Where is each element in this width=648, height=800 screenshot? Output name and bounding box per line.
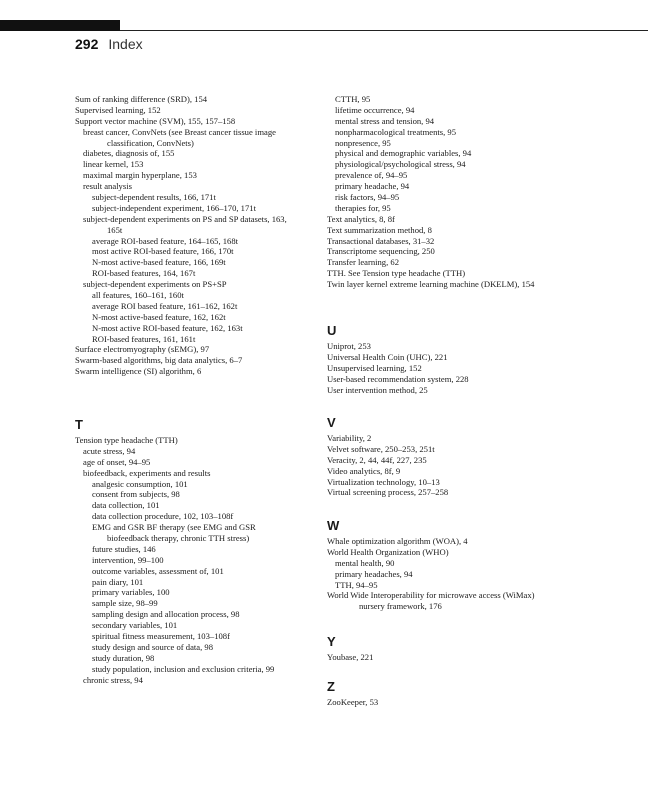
index-section-z [327, 680, 617, 708]
index-entry: Unsupervised learning, 152 [327, 362, 422, 373]
index-entry: lifetime occurrence, 94 [335, 104, 415, 115]
index-entry: mental health, 90 [335, 557, 395, 568]
index-entry: nonpharmacological treatments, 95 [335, 126, 456, 137]
section-letter-u: U [327, 323, 337, 338]
index-entry: chronic stress, 94 [83, 674, 143, 685]
index-entry: maximal margin hyperplane, 153 [83, 170, 197, 181]
index-entry: World Health Organization (WHO) [327, 546, 449, 557]
index-entry: sampling design and allocation process, 98 [92, 609, 240, 620]
index-entry: Youbase, 221 [327, 652, 374, 662]
index-entry: TTH. See Tension type headache (TTH) [327, 268, 466, 279]
index-entry: breast cancer, ConvNets (see Breast cancer tissue image [83, 126, 276, 137]
index-entry: average ROI based feature, 161–162, 162t [92, 300, 238, 311]
index-entry: data collection, 101 [92, 500, 160, 511]
index-entry: ROI-based features, 161, 161t [92, 333, 196, 344]
index-entry: pain diary, 101 [92, 576, 144, 587]
page-title: Index [108, 36, 143, 52]
index-entry: Transfer learning, 62 [327, 257, 399, 268]
index-section-w [327, 519, 617, 612]
index-entry: N-most active-based feature, 162, 162t [92, 311, 226, 322]
section-letter-w: W [327, 518, 340, 533]
index-entry: Swarm-based algorithms, big data analytics, 6–7 [75, 355, 243, 366]
index-entry: physical and demographic variables, 94 [335, 148, 472, 159]
index-block-t [75, 435, 365, 685]
index-entry: primary variables, 100 [92, 587, 170, 598]
index-entry: study duration, 98 [92, 652, 155, 663]
index-entry: nonpresence, 95 [335, 137, 391, 148]
index-entry: 165t [107, 224, 123, 235]
index-entry: Whale optimization algorithm (WOA), 4 [327, 536, 468, 546]
index-entry: diabetes, diagnosis of, 155 [83, 148, 175, 159]
index-entry: Surface electromyography (sEMG), 97 [75, 344, 210, 355]
index-entry: Text analytics, 8, 8f [327, 213, 395, 224]
index-section-y [327, 635, 617, 663]
index-entry: EMG and GSR BF therapy (see EMG and GSR [92, 522, 256, 533]
index-entry: World Wide Interoperability for microwave access (WiMax) [327, 590, 535, 601]
index-entry: acute stress, 94 [83, 445, 136, 456]
page-header [75, 36, 143, 52]
index-entry: all features, 160–161, 160t [92, 290, 184, 301]
index-entry: primary headaches, 94 [335, 568, 413, 579]
index-entry: Virtualization technology, 10–13 [327, 476, 440, 487]
index-entry: biofeedback therapy, chronic TTH stress) [107, 533, 250, 544]
page-number: 292 [75, 36, 99, 52]
index-entry: biofeedback, experiments and results [83, 467, 211, 478]
index-entry: data collection procedure, 102, 103–108f [92, 511, 234, 522]
index-entry: result analysis [83, 181, 132, 192]
index-entry: Text summarization method, 8 [327, 224, 432, 235]
index-entry: mental stress and tension, 94 [335, 115, 435, 126]
index-entry: prevalence of, 94–95 [335, 170, 408, 181]
index-entry: Twin layer kernel extreme learning machine (DKELM), 154 [327, 279, 535, 290]
index-entry: Support vector machine (SVM), 155, 157–158 [75, 115, 236, 126]
index-block-u [327, 341, 617, 395]
index-entry: outcome variables, assessment of, 101 [92, 565, 224, 576]
index-entry: Velvet software, 250–253, 251t [327, 443, 435, 454]
index-entry: study population, inclusion and exclusion criteria, 99 [92, 663, 275, 674]
index-entry: secondary variables, 101 [92, 620, 178, 631]
index-entry: Virtual screening process, 257–258 [327, 487, 449, 498]
section-letter-z: Z [327, 679, 335, 694]
index-entry: User intervention method, 25 [327, 384, 428, 395]
index-entry: User-based recommendation system, 228 [327, 373, 469, 384]
index-block-v [327, 433, 617, 498]
index-block-s [75, 94, 365, 377]
index-entry: N-most active ROI-based feature, 162, 163t [92, 322, 243, 333]
index-entry: future studies, 146 [92, 543, 156, 554]
index-entry: nursery framework, 176 [359, 601, 442, 612]
index-entry: classification, ConvNets) [107, 137, 194, 148]
section-letter-v: V [327, 415, 336, 430]
index-entry: ZooKeeper, 53 [327, 697, 379, 707]
index-entry: physiological/psychological stress, 94 [335, 159, 466, 170]
index-entry: subject-dependent experiments on PS+SP [83, 279, 227, 290]
header-rule [120, 30, 648, 31]
index-entry: Video analytics, 8f, 9 [327, 465, 401, 476]
index-entry: TTH, 94–95 [335, 579, 378, 590]
index-entry: average ROI-based feature, 164–165, 168t [92, 235, 239, 246]
index-entry: spiritual fitness measurement, 103–108f [92, 631, 230, 642]
index-entry: age of onset, 94–95 [83, 456, 151, 467]
index-entry: subject-dependent results, 166, 171t [92, 192, 216, 203]
section-letter-y: Y [327, 634, 336, 649]
index-entry: intervention, 99–100 [92, 554, 164, 565]
header-bar [0, 20, 120, 31]
index-entry: therapies for, 95 [335, 202, 391, 213]
index-entry: Uniprot, 253 [327, 341, 371, 351]
index-entry: Swarm intelligence (SI) algorithm, 6 [75, 366, 202, 377]
index-entry: N-most active-based feature, 166, 169t [92, 257, 226, 268]
index-block-t-cont [327, 94, 617, 290]
index-section-t [75, 418, 365, 685]
index-entry: Veracity, 2, 44, 44f, 227, 235 [327, 454, 427, 465]
index-entry: sample size, 98–99 [92, 598, 158, 609]
index-entry: analgesic consumption, 101 [92, 478, 188, 489]
index-entry: subject-independent experiment, 166–170, 171t [92, 202, 256, 213]
index-block-w [327, 536, 617, 612]
index-entry: Transactional databases, 31–32 [327, 235, 435, 246]
index-entry: study design and source of data, 98 [92, 641, 214, 652]
index-entry: Supervised learning, 152 [75, 104, 161, 115]
index-entry: Universal Health Coin (UHC), 221 [327, 351, 448, 362]
index-block-y [327, 652, 617, 663]
index-entry: CTTH, 95 [335, 94, 371, 104]
index-entry: Sum of ranking difference (SRD), 154 [75, 94, 208, 104]
index-block-z [327, 697, 617, 708]
index-section-u [327, 324, 617, 395]
index-entry: ROI-based features, 164, 167t [92, 268, 196, 279]
index-entry: Transcriptome sequencing, 250 [327, 246, 435, 257]
index-entry: Tension type headache (TTH) [75, 435, 178, 445]
index-entry: subject-dependent experiments on PS and SP datasets, 163, [83, 213, 287, 224]
index-entry: most active ROI-based feature, 166, 170t [92, 246, 234, 257]
index-entry: risk factors, 94–95 [335, 192, 400, 203]
index-entry: consent from subjects, 98 [92, 489, 180, 500]
index-entry: linear kernel, 153 [83, 159, 144, 170]
index-entry: primary headache, 94 [335, 181, 410, 192]
index-section-v [327, 416, 617, 498]
index-entry: Variability, 2 [327, 433, 372, 443]
section-letter-t: T [75, 417, 83, 432]
